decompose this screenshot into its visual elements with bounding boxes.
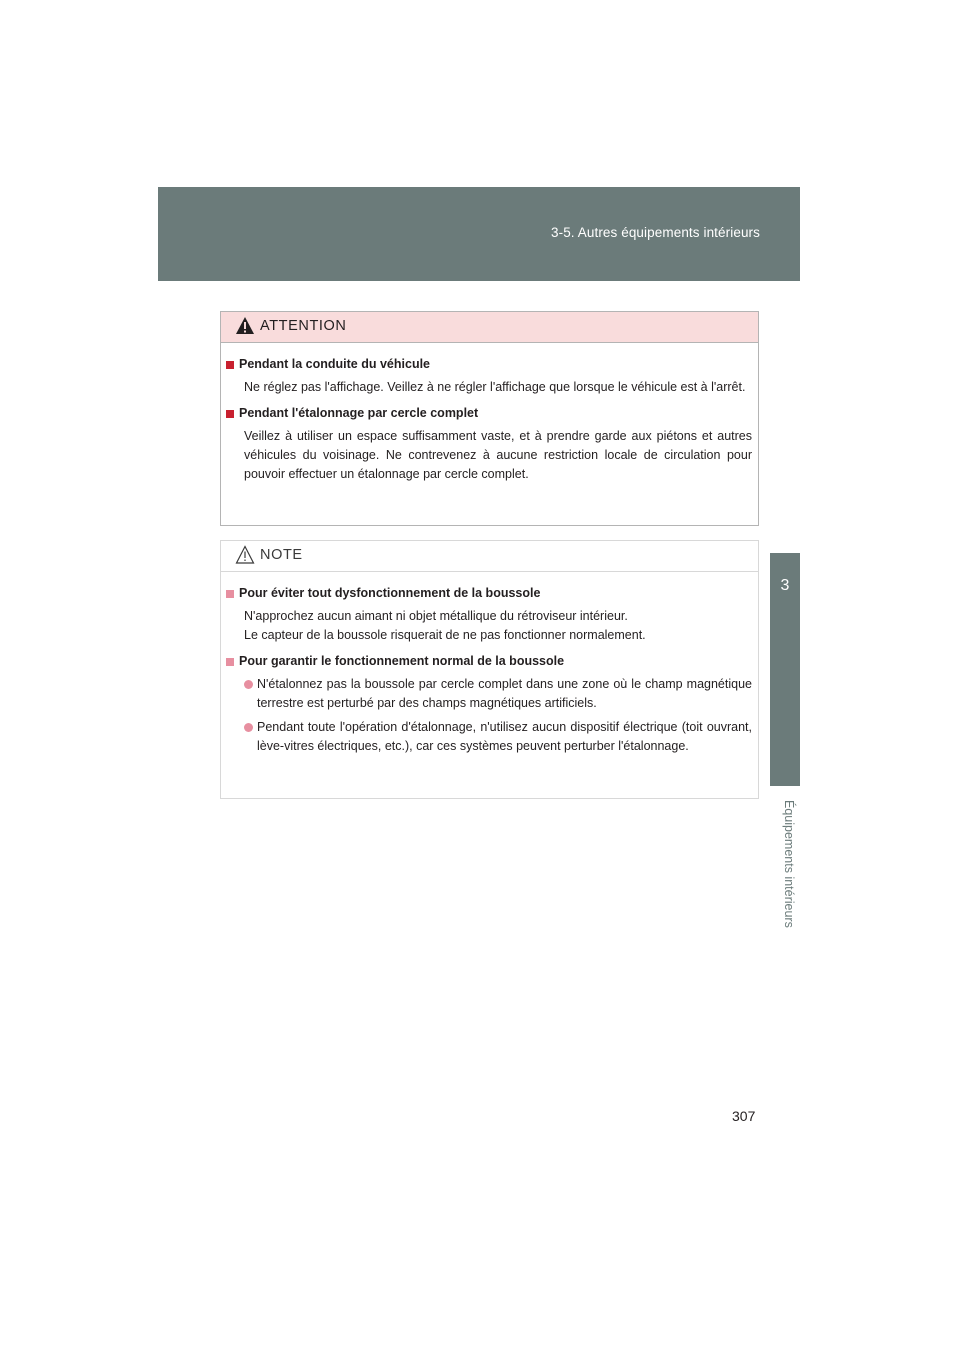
note-section-heading: Pour éviter tout dysfonctionnement de la boussole	[226, 584, 752, 603]
list-item: N'étalonnez pas la boussole par cercle complet dans une zone où le champ magnétique terrestre est perturbé par des champs magnétiques artificiels.	[244, 675, 752, 713]
chapter-label: Équipements intérieurs	[782, 800, 796, 928]
attention-header	[221, 312, 758, 343]
note-title: NOTE	[260, 547, 303, 563]
square-bullet-icon	[226, 410, 234, 418]
attention-section-text: Ne réglez pas l'affichage. Veillez à ne régler l'affichage que lorsque le véhicule est à l'arrêt.	[244, 380, 746, 394]
attention-section-heading: Pendant l'étalonnage par cercle complet	[226, 404, 752, 423]
list-item: Pendant toute l'opération d'étalonnage, n'utilisez aucun dispositif électrique (toit ouvrant, lève-vitres électriques, etc.), car ces systèmes peuvent perturber l'étalonnage.	[244, 718, 752, 756]
round-bullet-icon	[244, 723, 253, 732]
note-body	[221, 572, 758, 756]
note-header	[221, 541, 758, 572]
note-section-heading: Pour garantir le fonctionnement normal de la boussole	[226, 652, 752, 671]
attention-section-heading: Pendant la conduite du véhicule	[226, 355, 752, 374]
attention-title: ATTENTION	[260, 318, 347, 334]
note-box	[220, 540, 759, 799]
chapter-tab	[770, 553, 800, 786]
round-bullet-icon	[244, 680, 253, 689]
chapter-number: 3	[780, 577, 790, 594]
warning-triangle-outline-icon	[235, 545, 255, 565]
attention-body	[221, 343, 758, 484]
page-number: 307	[732, 1108, 756, 1124]
attention-box	[220, 311, 759, 526]
square-bullet-icon	[226, 658, 234, 666]
square-bullet-icon	[226, 361, 234, 369]
square-bullet-icon	[226, 590, 234, 598]
chapter-header-band	[158, 187, 800, 281]
section-title: 3-5. Autres équipements intérieurs	[550, 225, 760, 240]
note-section-text: N'approchez aucun aimant ni objet métallique du rétroviseur intérieur. Le capteur de la boussole risquerait de ne pas fonctionner normalement.	[244, 609, 646, 642]
attention-section-text: Veillez à utiliser un espace suffisamment vaste, et à prendre garde aux piétons et autres véhicules du voisinage. Ne contrevenez à aucune restriction locale de circulation pour pouvoir effectuer un étalonnage par cercle complet.	[244, 429, 752, 481]
warning-triangle-icon	[235, 316, 255, 336]
